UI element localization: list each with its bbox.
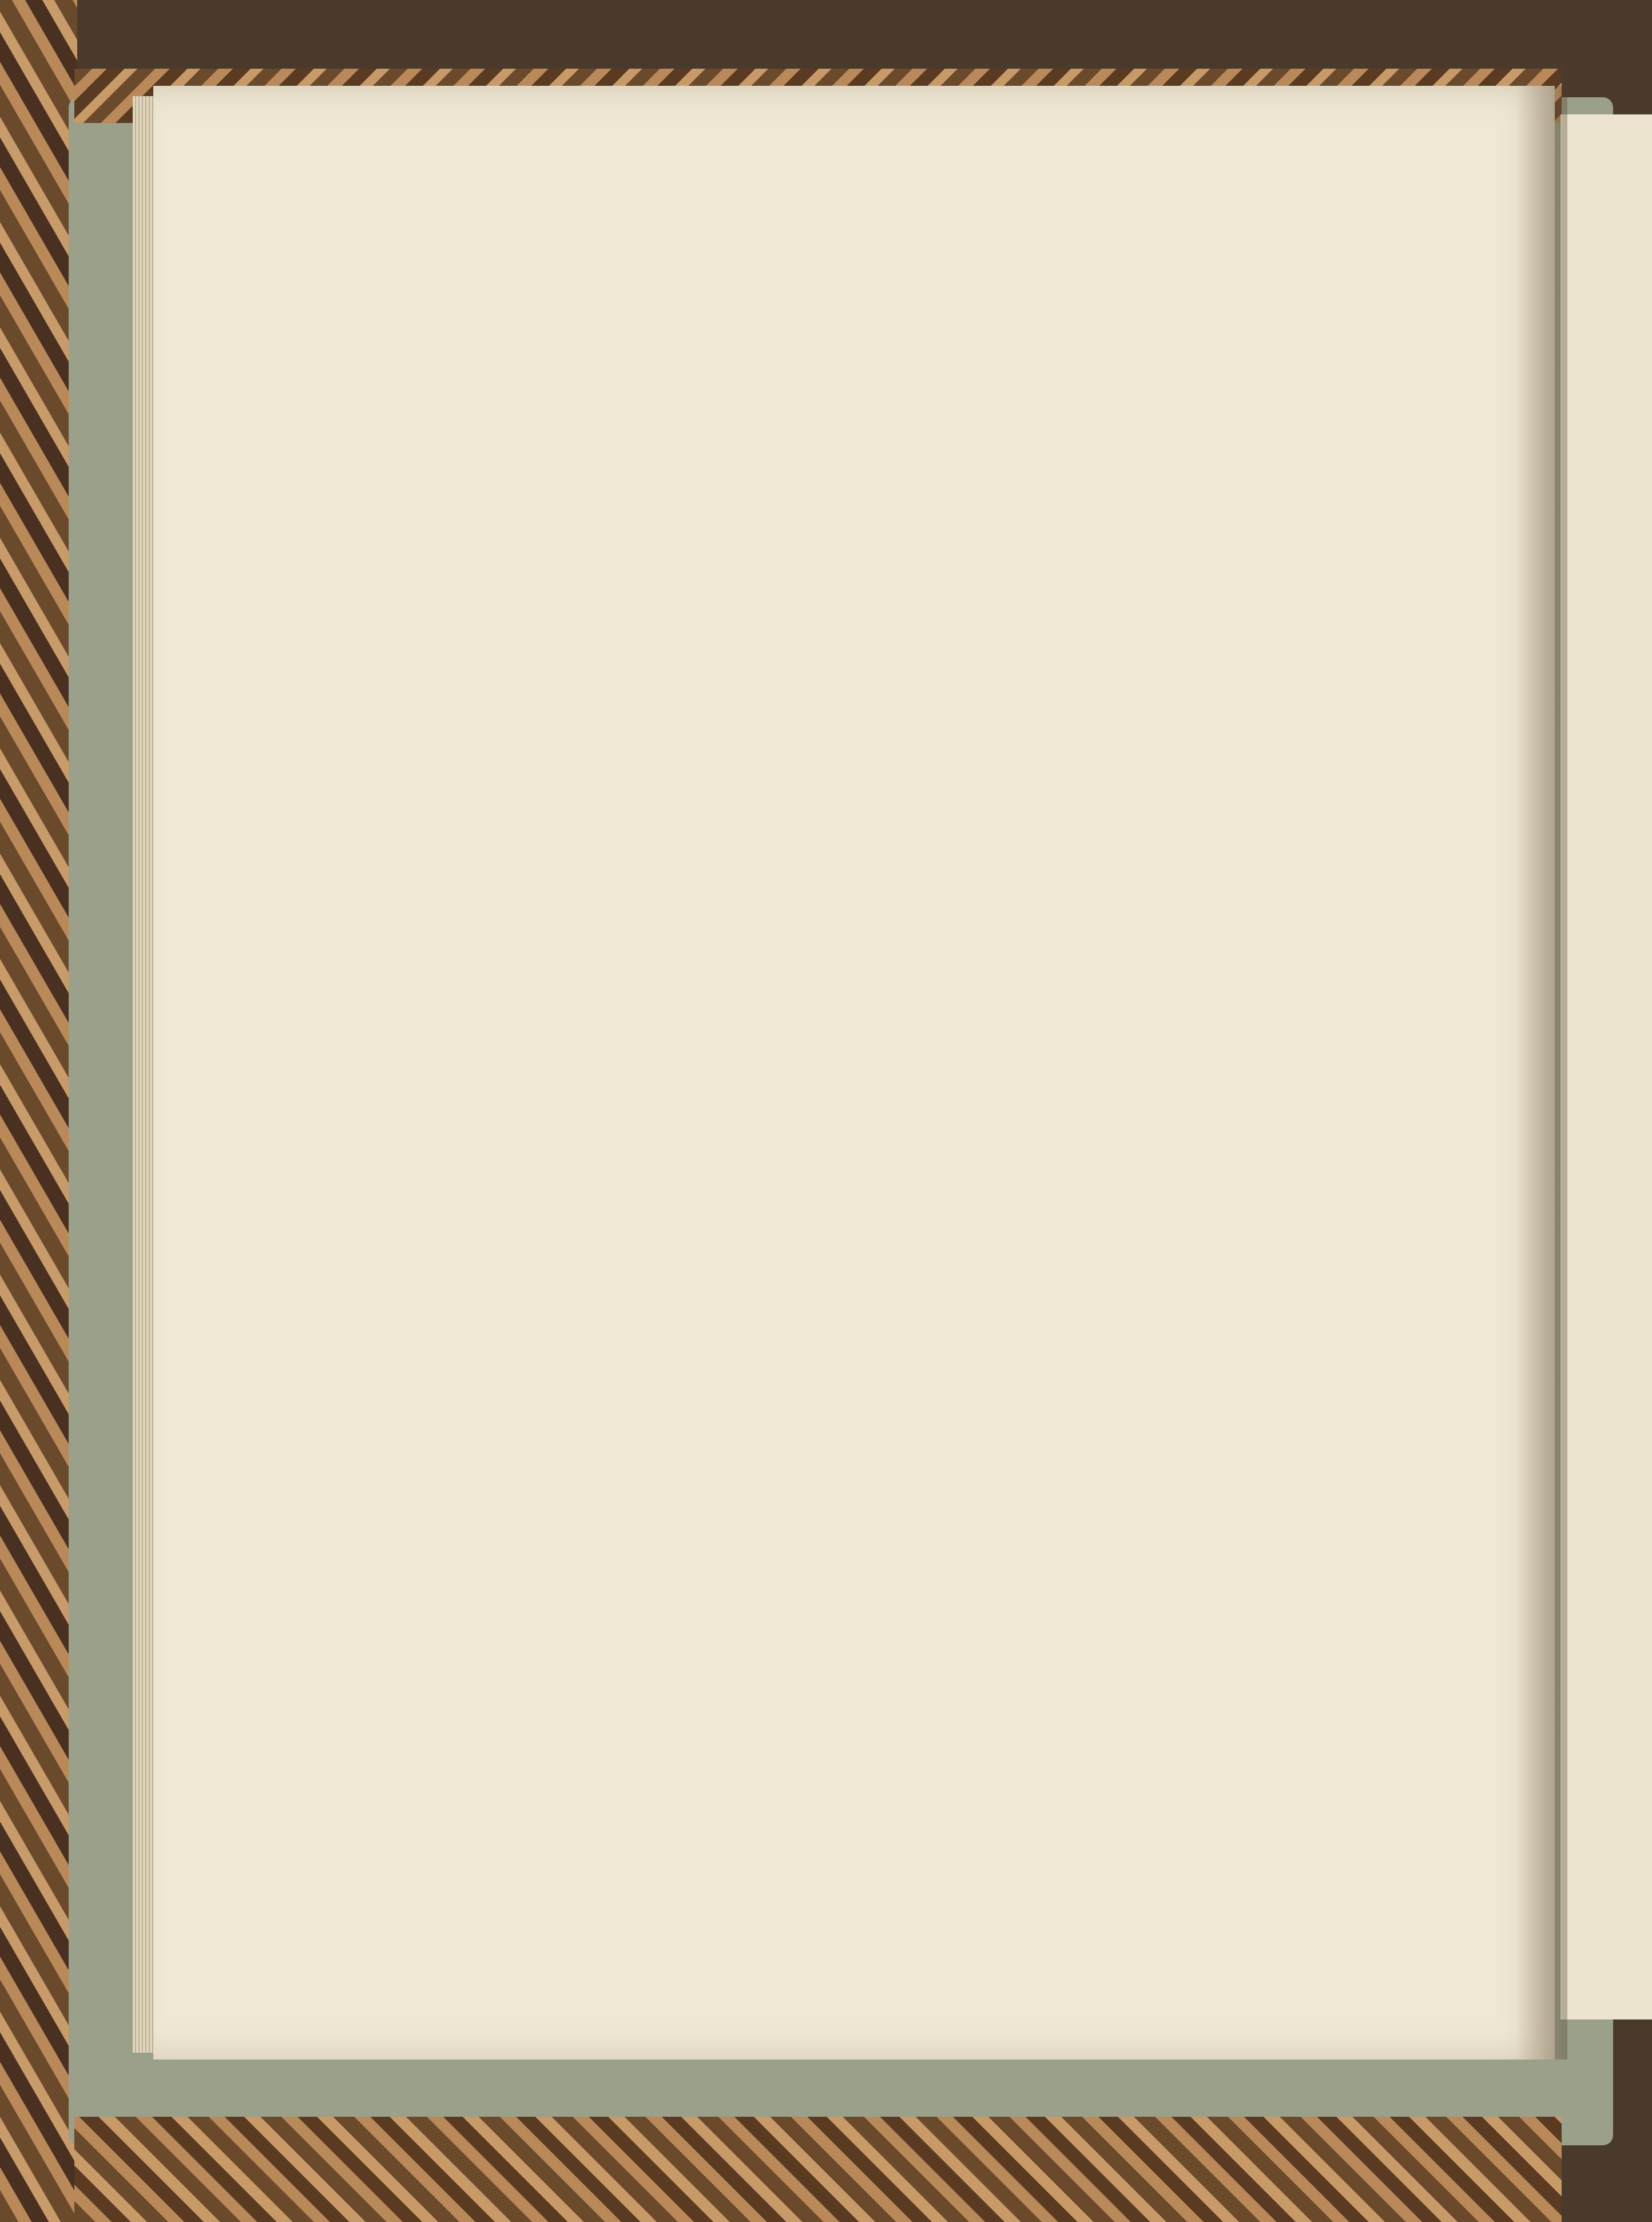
- page-gutter-shadow: [1516, 86, 1567, 2060]
- book-page: [153, 86, 1555, 2060]
- book-cover-bottom: [74, 2117, 1562, 2222]
- book-cover-left: [0, 0, 77, 2222]
- next-page-edge: [1560, 114, 1652, 2019]
